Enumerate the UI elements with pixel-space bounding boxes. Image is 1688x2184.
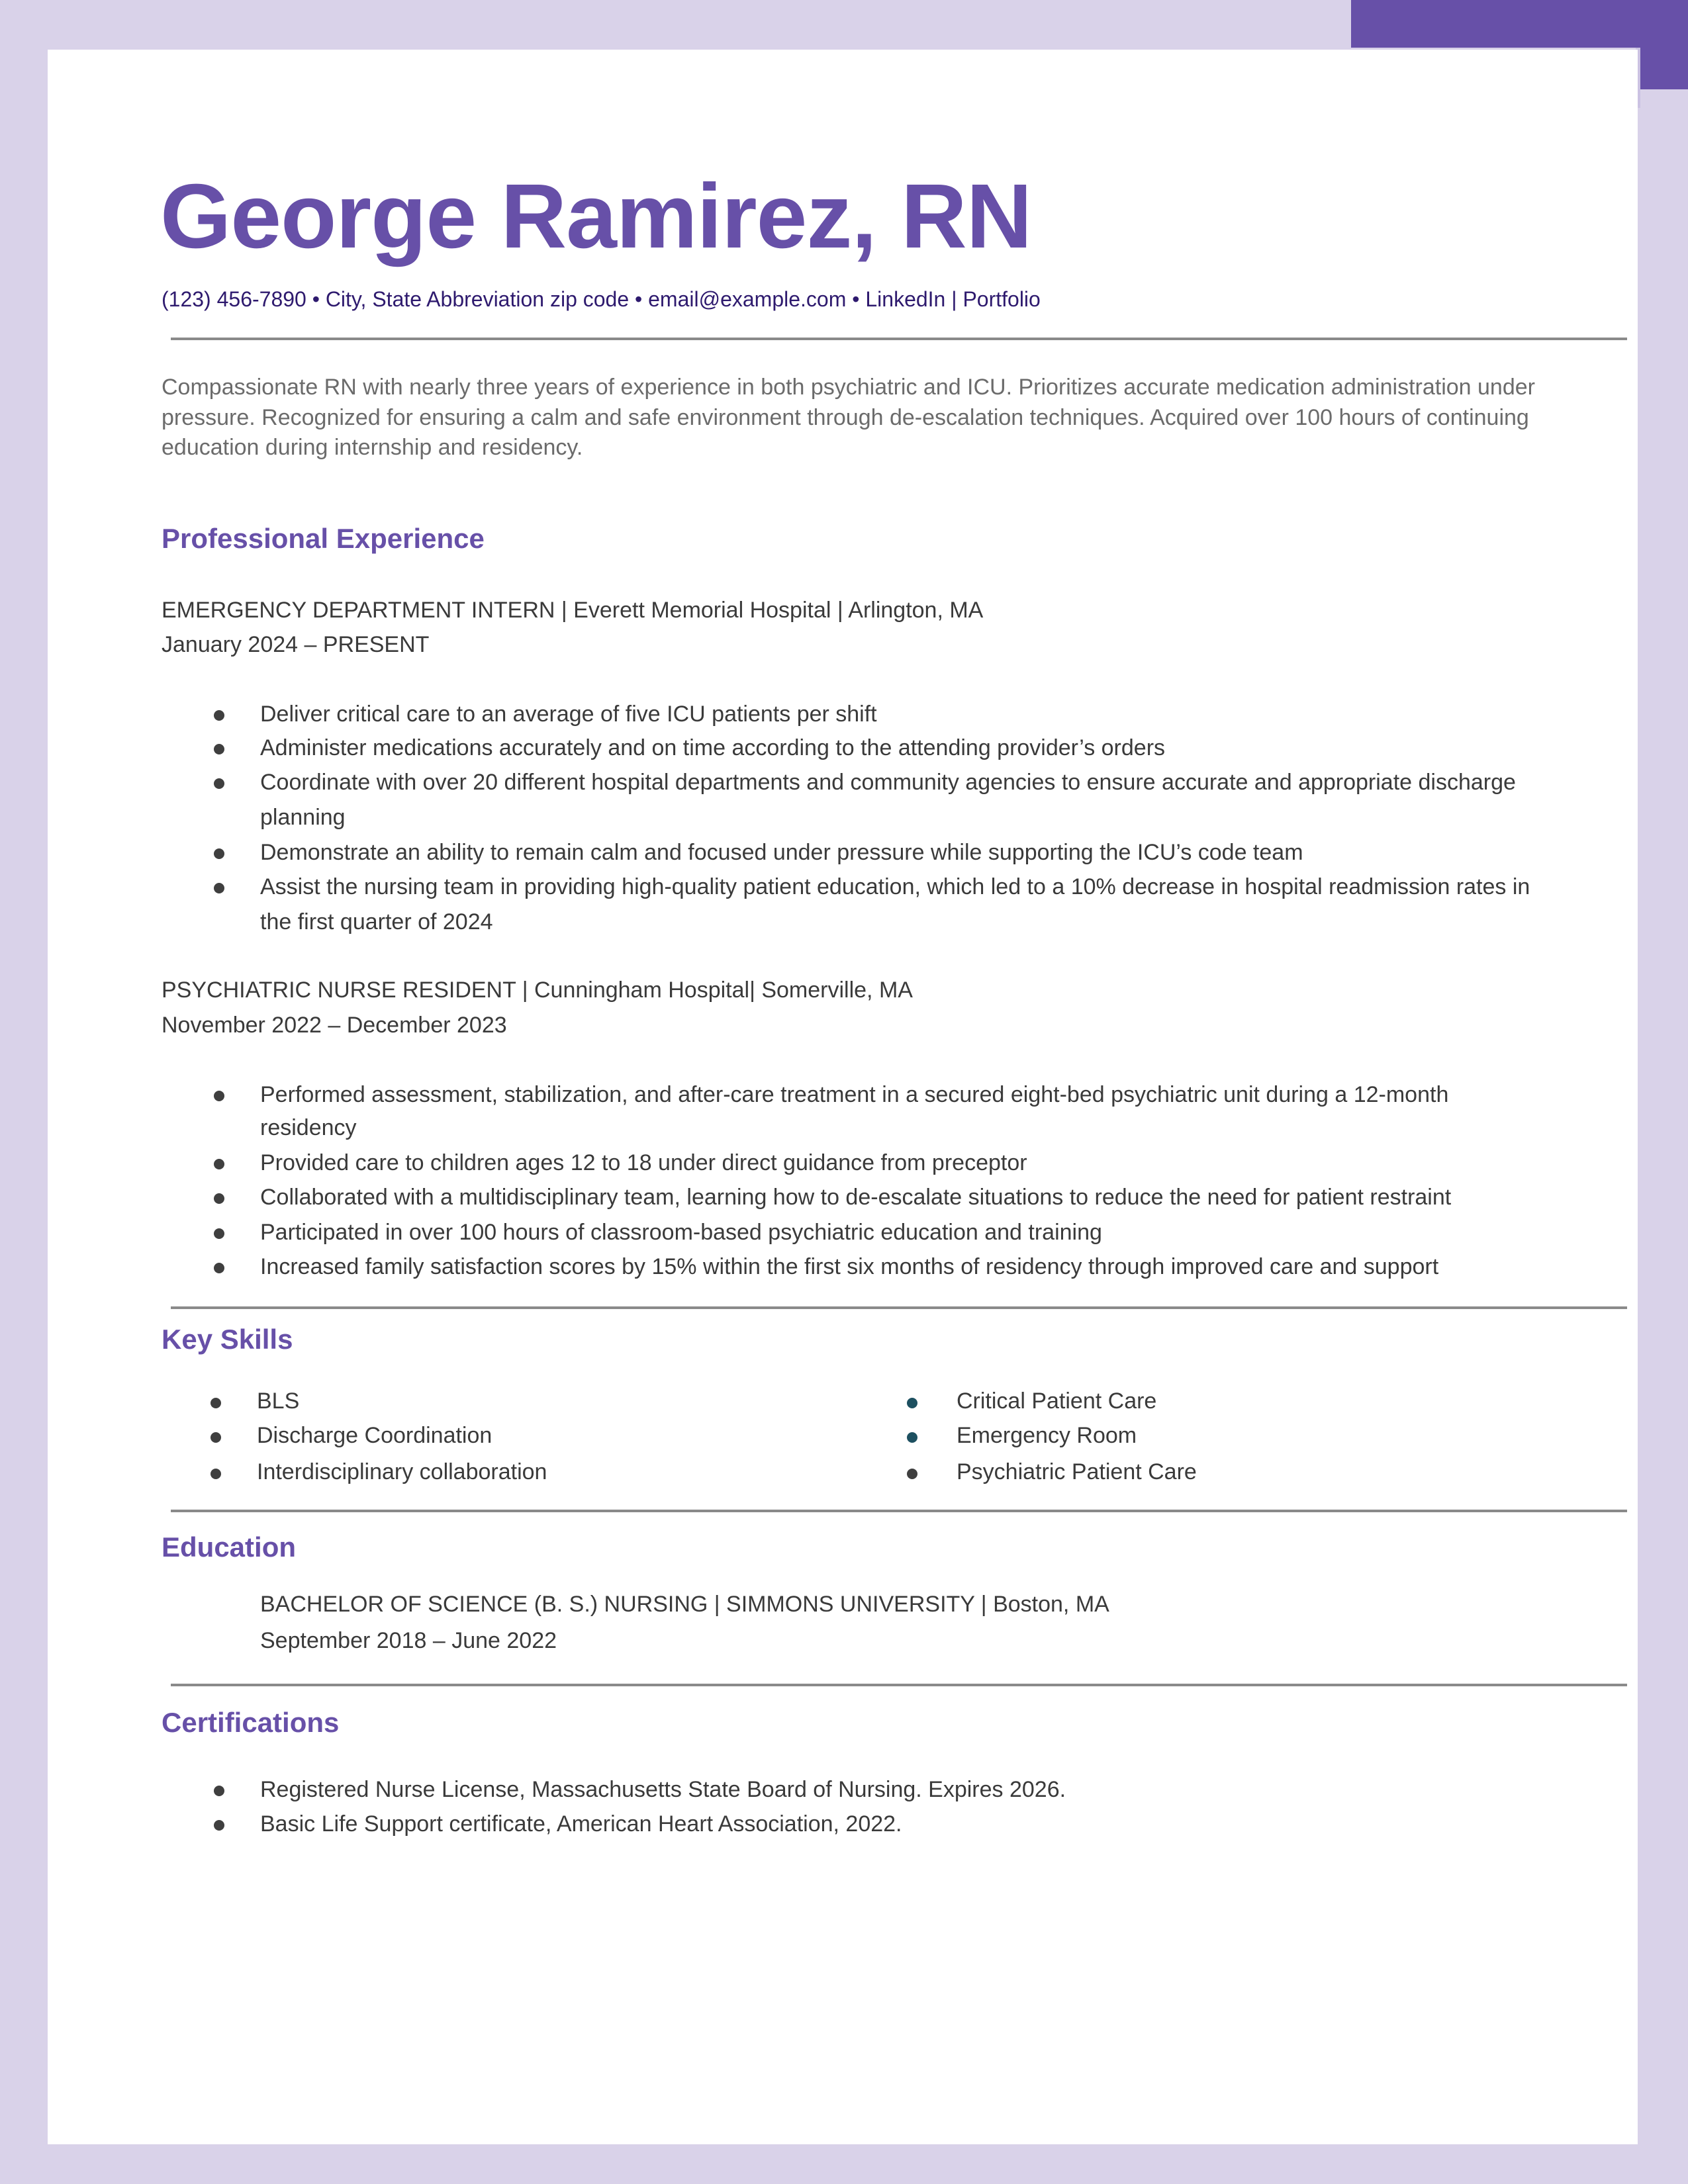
degree-line: BACHELOR OF SCIENCE (B. S.) NURSING | SIMMONS UNIVERSITY | Boston, MA bbox=[260, 1592, 1109, 1617]
skill-item: Emergency Room bbox=[957, 1423, 1137, 1448]
bullet-icon bbox=[907, 1398, 917, 1408]
list-item: Coordinate with over 20 different hospital departments and community agencies to ensure accurate and appropriate discharge bbox=[260, 770, 1516, 795]
list-item: Increased family satisfaction scores by 15% within the first six months of residency through improved care and support bbox=[260, 1254, 1439, 1279]
list-item-continuation: planning bbox=[260, 805, 346, 830]
section-heading-certifications: Certifications bbox=[162, 1707, 340, 1738]
summary-line: pressure. Recognized for ensuring a calm and safe environment through de-escalation techniques. Acquired over 100 hours of continuing bbox=[162, 405, 1529, 430]
bullet-icon bbox=[214, 1193, 224, 1204]
list-item: Participated in over 100 hours of classroom-based psychiatric education and training bbox=[260, 1220, 1102, 1245]
bullet-icon bbox=[214, 883, 224, 893]
bullet-icon bbox=[214, 1786, 224, 1796]
section-heading-education: Education bbox=[162, 1531, 297, 1563]
candidate-name: George Ramirez, RN bbox=[160, 165, 1032, 267]
decorative-corner-strip bbox=[1640, 0, 1688, 89]
section-heading-skills: Key Skills bbox=[162, 1324, 293, 1355]
bullet-icon bbox=[214, 1820, 224, 1831]
divider bbox=[171, 1684, 1627, 1686]
list-item-continuation: residency bbox=[260, 1115, 357, 1140]
certification-item: Registered Nurse License, Massachusetts State Board of Nursing. Expires 2026. bbox=[260, 1777, 1066, 1802]
summary-line: education during internship and residency. bbox=[162, 435, 583, 460]
list-item: Assist the nursing team in providing high-quality patient education, which led to a 10% decrease in hospital readmission rates in bbox=[260, 874, 1530, 899]
job-title-line: EMERGENCY DEPARTMENT INTERN | Everett Memorial Hospital | Arlington, MA bbox=[162, 598, 984, 623]
divider bbox=[171, 1306, 1627, 1309]
job-dates: January 2024 – PRESENT bbox=[162, 632, 430, 657]
decorative-corner-bar bbox=[1351, 0, 1688, 48]
education-dates: September 2018 – June 2022 bbox=[260, 1628, 557, 1653]
skill-item: Psychiatric Patient Care bbox=[957, 1459, 1197, 1484]
list-item: Administer medications accurately and on time according to the attending provider’s orders bbox=[260, 735, 1166, 760]
skill-item: Discharge Coordination bbox=[257, 1423, 492, 1448]
contact-info: (123) 456-7890 • City, State Abbreviation zip code • email@example.com • LinkedIn | Portfolio bbox=[162, 287, 1041, 311]
bullet-icon bbox=[211, 1398, 221, 1408]
bullet-icon bbox=[214, 1263, 224, 1273]
list-item: Performed assessment, stabilization, and after-care treatment in a secured eight-bed psychiatric unit during a 12-month bbox=[260, 1082, 1449, 1107]
bullet-icon bbox=[214, 1091, 224, 1101]
section-heading-experience: Professional Experience bbox=[162, 523, 485, 554]
summary-line: Compassionate RN with nearly three years of experience in both psychiatric and ICU. Prioritizes accurate medication administration under bbox=[162, 375, 1535, 400]
resume-page bbox=[48, 50, 1638, 2144]
bullet-icon bbox=[214, 848, 224, 859]
bullet-icon bbox=[211, 1469, 221, 1479]
bullet-icon bbox=[214, 1159, 224, 1169]
bullet-icon bbox=[907, 1469, 917, 1479]
skill-item: Critical Patient Care bbox=[957, 1388, 1157, 1414]
list-item-continuation: the first quarter of 2024 bbox=[260, 909, 493, 934]
list-item: Collaborated with a multidisciplinary team, learning how to de-escalate situations to reduce the need for patient restraint bbox=[260, 1185, 1452, 1210]
certification-item: Basic Life Support certificate, American Heart Association, 2022. bbox=[260, 1811, 902, 1837]
skill-item: BLS bbox=[257, 1388, 300, 1414]
job-dates: November 2022 – December 2023 bbox=[162, 1013, 507, 1038]
bullet-icon bbox=[214, 778, 224, 789]
list-item: Deliver critical care to an average of five ICU patients per shift bbox=[260, 702, 877, 727]
skill-item: Interdisciplinary collaboration bbox=[257, 1459, 547, 1484]
list-item: Provided care to children ages 12 to 18 under direct guidance from preceptor bbox=[260, 1150, 1027, 1175]
bullet-icon bbox=[211, 1432, 221, 1443]
bullet-icon bbox=[214, 1228, 224, 1239]
job-title-line: PSYCHIATRIC NURSE RESIDENT | Cunningham Hospital| Somerville, MA bbox=[162, 978, 913, 1003]
bullet-icon bbox=[214, 710, 224, 721]
divider bbox=[171, 338, 1627, 340]
list-item: Demonstrate an ability to remain calm and focused under pressure while supporting the ICU’s code team bbox=[260, 840, 1303, 865]
bullet-icon bbox=[907, 1432, 917, 1443]
bullet-icon bbox=[214, 744, 224, 754]
divider bbox=[171, 1510, 1627, 1512]
